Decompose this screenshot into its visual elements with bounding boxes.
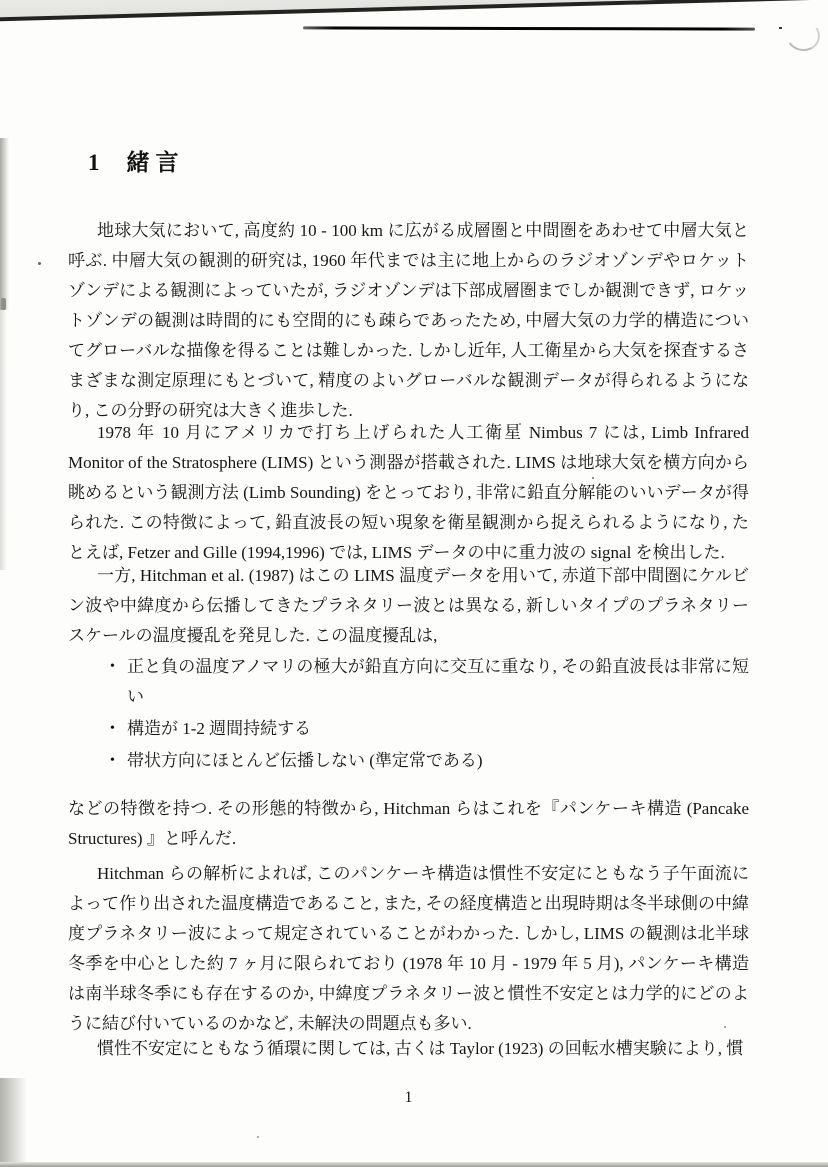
paragraph-nimbus-lims: [68, 418, 749, 568]
list-item-text: 帯状方向にほとんど伝播しない (準定常である): [127, 751, 483, 770]
scan-speck: [779, 27, 782, 29]
scan-bottom-edge-artifact: [0, 1162, 828, 1167]
list-item: [110, 746, 749, 776]
scan-top-edge-artifact: [0, 0, 828, 22]
list-item-text: 正と負の温度アノマリの極大が鉛直方向に交互に重なり, その鉛直波長は非常に短い: [127, 657, 749, 706]
page-curl-mark: [783, 17, 823, 54]
section-number: 1: [88, 150, 100, 175]
list-item: [110, 652, 749, 712]
list-item: [110, 714, 749, 744]
scan-bottom-left-artifact: [0, 1078, 27, 1167]
paragraph-text: 一方, Hitchman et al. (1987) はこの LIMS 温度データを用いて, 赤道下部中間圏にケルビン波や中緯度から伝播してきたプラネタリー波とは異なる, 新しいタイプのプラネタリースケールの温度擾乱を発見した. この温度擾乱は,: [68, 566, 749, 645]
page-number: 1: [404, 1089, 413, 1106]
paragraph-text: 地球大気において, 高度約 10 - 100 km に広がる成層圏と中間圏をあわせて中層大気と呼ぶ. 中層大気の観測的研究は, 1960 年代までは主に地上からのラジオゾンデやロケットゾンデによる観測によっていたが, ラジオゾンデは下部成層圏までしか観測できず, ロケットゾンデの観測は時間的にも空間的にも疎らであったため, 中層大気の力学的構造についてグローバルな描像を得ることは難しかった. しかし近年, 人工衛星から大気を探査するさまざまな測定原理にもとづいて, 精度のよいグローバルな観測データが得られるようになり, この分野の研究は大きく進歩した.: [68, 221, 749, 420]
scan-black-line-artifact: [303, 26, 755, 30]
paragraph-hitchman-discovery: [68, 561, 749, 651]
paragraph-intro-middle-atmosphere: [68, 216, 749, 426]
scan-speck: [38, 262, 41, 265]
paragraph-taylor-experiment: [68, 1034, 749, 1064]
paragraph-text: 1978 年 10 月にアメリカで打ち上げられた人工衛星 Nimbus 7 には, Limb Infrared Monitor of the Stratosphere (LIMS) という測器が搭載された. LIMS は地球大気を横方向から眺めるという観測方法 (Limb Sounding) をとっており, 非常に鉛直分解能のいいデータが得られた. この特徴によって, 鉛直波長の短い現象を衛星観測から捉えられるようになり, たとえば, Fetzer and Gille (1994,1996) では, LIMS データの中に重力波の signal を検出した.: [68, 423, 749, 562]
bullet-icon: •: [110, 753, 115, 768]
scan-left-edge-artifact: [0, 138, 9, 310]
scan-left-edge-artifact: [1, 298, 6, 310]
paragraph-text: 慣性不安定にともなう循環に関しては, 古くは Taylor (1923) の回転水槽実験により, 慣: [97, 1039, 744, 1058]
list-item-text: 構造が 1-2 週間持続する: [127, 719, 312, 738]
paragraph-text: Hitchman らの解析によれば, このパンケーキ構造は慣性不安定にともなう子午面流によって作り出された温度構造であること, また, その経度構造と出現時期は冬半球側の中緯度プラネタリー波によって規定されていることがわかった. しかし, LIMS の観測は北半球冬季を中心とした約 7 ヶ月に限られており (1978 年 10 月 - 1979 年 5 月), パンケーキ構造は南半球冬季にも存在するのか, 中緯度プラネタリー波と慣性不安定とは力学的にどのように結び付いているのかなど, 未解決の問題点も多い.: [68, 864, 749, 1033]
feature-list: [68, 652, 749, 778]
bullet-icon: •: [110, 659, 115, 674]
section-heading: [88, 144, 185, 177]
paragraph-hitchman-analysis: [68, 859, 749, 1039]
paragraph-text: などの特徴を持つ. その形態的特徴から, Hitchman らはこれを『パンケーキ構造 (Pancake Structures) 』と呼んだ.: [68, 799, 749, 848]
paragraph-pancake-naming: [68, 794, 749, 854]
bullet-icon: •: [110, 721, 115, 736]
section-title: 緒言: [126, 150, 185, 175]
scan-speck: [257, 1136, 259, 1138]
scan-left-edge-artifact: [0, 310, 7, 570]
